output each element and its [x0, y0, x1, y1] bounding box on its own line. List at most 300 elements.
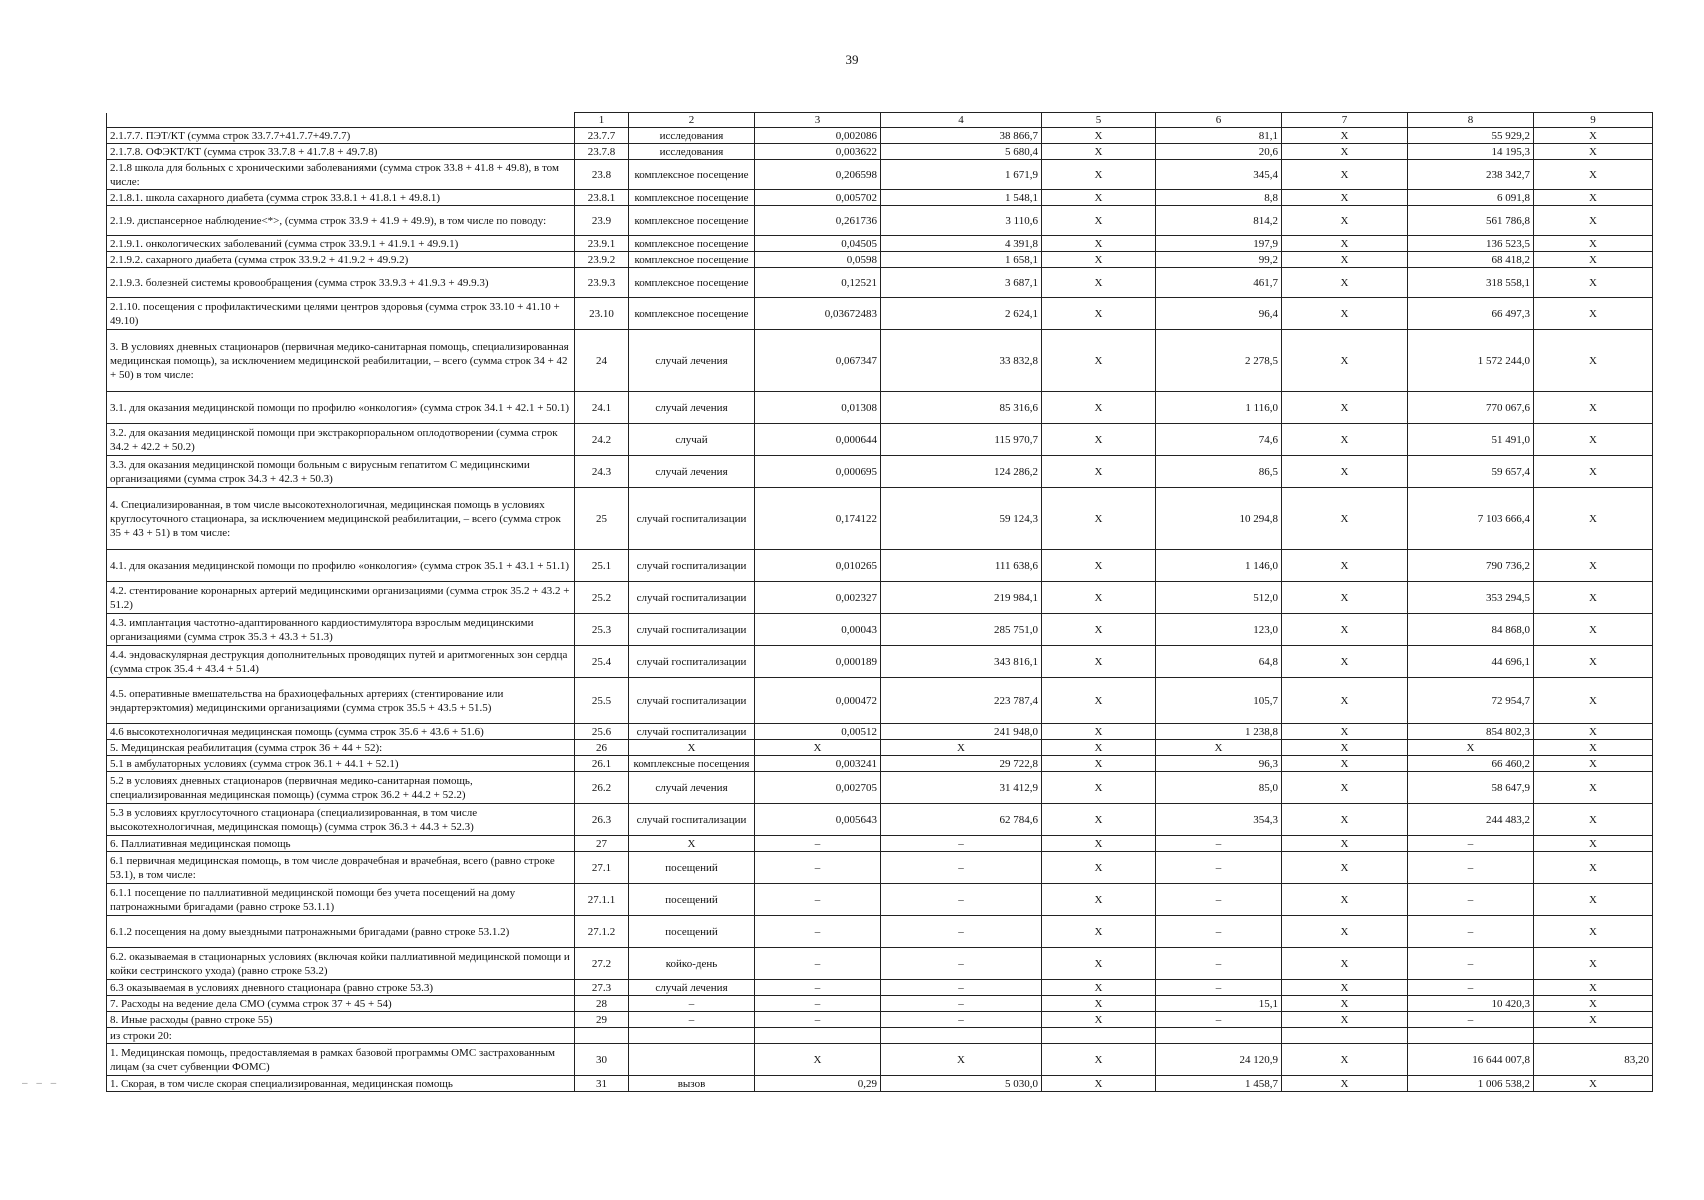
table-cell: X [1042, 996, 1156, 1012]
table-cell: X [1534, 456, 1653, 488]
table-cell: – [1156, 836, 1282, 852]
table-cell: X [1534, 392, 1653, 424]
table-cell: 2 624,1 [881, 298, 1042, 330]
table-cell: – [755, 836, 881, 852]
table-cell: 66 460,2 [1408, 756, 1534, 772]
table-cell: 241 948,0 [881, 724, 1042, 740]
table-cell: X [1282, 160, 1408, 190]
table-cell: 285 751,0 [881, 614, 1042, 646]
table-cell: X [1042, 550, 1156, 582]
table-cell: случай госпитализации [629, 804, 755, 836]
table-row [107, 488, 1653, 550]
table-cell: 0,03672483 [755, 298, 881, 330]
table-cell: – [1408, 980, 1534, 996]
table-cell: X [1282, 582, 1408, 614]
table-cell: 2.1.7.8. ОФЭКТ/КТ (сумма строк 33.7.8 + 41.7.8 + 49.7.8) [107, 144, 575, 160]
table-body [107, 113, 1653, 1092]
table-cell: X [1534, 160, 1653, 190]
table-row [107, 948, 1653, 980]
table-cell: X [1042, 916, 1156, 948]
table-row [107, 1044, 1653, 1076]
table-cell: X [881, 740, 1042, 756]
table-cell: 2.1.9.2. сахарного диабета (сумма строк 33.9.2 + 41.9.2 + 49.9.2) [107, 252, 575, 268]
table-row [107, 1076, 1653, 1092]
table-cell: 0,261736 [755, 206, 881, 236]
table-cell: X [1282, 948, 1408, 980]
table-cell: 111 638,6 [881, 550, 1042, 582]
table-cell: X [1282, 330, 1408, 392]
table-cell: X [1042, 804, 1156, 836]
table-cell: X [1282, 392, 1408, 424]
table-cell: 790 736,2 [1408, 550, 1534, 582]
table-cell: посещений [629, 852, 755, 884]
column-header: 1 [575, 113, 629, 128]
table-cell: X [1534, 756, 1653, 772]
table-cell: X [1042, 128, 1156, 144]
table-row [107, 740, 1653, 756]
table-cell: X [1534, 190, 1653, 206]
table-cell: X [1534, 916, 1653, 948]
table-row [107, 916, 1653, 948]
table-cell: X [1282, 550, 1408, 582]
table-cell: комплексное посещение [629, 268, 755, 298]
table-cell: 0,206598 [755, 160, 881, 190]
table-cell: X [1282, 724, 1408, 740]
table-row [107, 724, 1653, 740]
table-cell: 136 523,5 [1408, 236, 1534, 252]
table-row [107, 996, 1653, 1012]
table-cell: 30 [575, 1044, 629, 1076]
table-cell: 25 [575, 488, 629, 550]
table-cell: случай госпитализации [629, 614, 755, 646]
table-cell: 27.1.2 [575, 916, 629, 948]
table-cell: 105,7 [1156, 678, 1282, 724]
table-cell: 1 238,8 [1156, 724, 1282, 740]
page-number: 39 [845, 52, 859, 67]
table-cell: X [1282, 852, 1408, 884]
table-cell: комплексное посещение [629, 252, 755, 268]
table-cell: 1 458,7 [1156, 1076, 1282, 1092]
table-cell: – [881, 980, 1042, 996]
table-cell: 0,04505 [755, 236, 881, 252]
table-cell: 26 [575, 740, 629, 756]
table-cell: 5 680,4 [881, 144, 1042, 160]
table-cell: 2.1.9.3. болезней системы кровообращения (сумма строк 33.9.3 + 41.9.3 + 49.9.3) [107, 268, 575, 298]
table-cell: комплексные посещения [629, 756, 755, 772]
table-cell: X [1534, 772, 1653, 804]
table-cell: 23.10 [575, 298, 629, 330]
table-cell: X [1534, 980, 1653, 996]
table-cell: X [1042, 646, 1156, 678]
table-cell: случай [629, 424, 755, 456]
table-cell: X [1534, 724, 1653, 740]
table-cell: 219 984,1 [881, 582, 1042, 614]
table-cell: X [1282, 144, 1408, 160]
table-cell: X [1042, 980, 1156, 996]
table-cell: случай госпитализации [629, 646, 755, 678]
table-cell: 4.5. оперативные вмешательства на брахиоцефальных артериях (стентирование или эндартерэктомия) медицинскими организациями (сумма строк 35.5 + 43.5 + 51.5) [107, 678, 575, 724]
table-cell: 0,067347 [755, 330, 881, 392]
table-cell: 5. Медицинская реабилитация (сумма строк 36 + 44 + 52): [107, 740, 575, 756]
table-cell: 85,0 [1156, 772, 1282, 804]
table-cell [1408, 1028, 1534, 1044]
table-cell: комплексное посещение [629, 206, 755, 236]
table-cell: 64,8 [1156, 646, 1282, 678]
table-cell: 99,2 [1156, 252, 1282, 268]
table-cell: X [1282, 804, 1408, 836]
table-cell: X [1282, 424, 1408, 456]
table-row [107, 582, 1653, 614]
table-cell: вызов [629, 1076, 755, 1092]
table-cell: 1 006 538,2 [1408, 1076, 1534, 1092]
table-cell: 561 786,8 [1408, 206, 1534, 236]
table-cell: 5.2 в условиях дневных стационаров (первичная медико-санитарная помощь, специализированная медицинская помощь) (сумма строк 36.2 + 44.2 + 52.2) [107, 772, 575, 804]
table-cell: X [1534, 1076, 1653, 1092]
table-cell: – [1408, 884, 1534, 916]
table-cell: 8. Иные расходы (равно строке 55) [107, 1012, 575, 1028]
table-cell: 26.3 [575, 804, 629, 836]
table-row [107, 298, 1653, 330]
table-cell: исследования [629, 144, 755, 160]
table-cell: 0,002705 [755, 772, 881, 804]
table-cell: X [1042, 582, 1156, 614]
table-cell: 23.8 [575, 160, 629, 190]
table-cell: комплексное посещение [629, 298, 755, 330]
column-header: 5 [1042, 113, 1156, 128]
table-cell: – [755, 1012, 881, 1028]
table-cell: 1. Медицинская помощь, предоставляемая в рамках базовой программы ОМС застрахованным лицам (за счет субвенции ФОМС) [107, 1044, 575, 1076]
table-cell: 1 658,1 [881, 252, 1042, 268]
table-cell: 5 030,0 [881, 1076, 1042, 1092]
table-cell: – [755, 916, 881, 948]
table-cell [755, 1028, 881, 1044]
table-cell: X [1282, 1012, 1408, 1028]
table-cell: 2.1.7.7. ПЭТ/КТ (сумма строк 33.7.7+41.7.7+49.7.7) [107, 128, 575, 144]
table-cell: 25.3 [575, 614, 629, 646]
table-cell: – [1156, 948, 1282, 980]
table-cell: 238 342,7 [1408, 160, 1534, 190]
table-cell: X [1042, 884, 1156, 916]
table-cell: 854 802,3 [1408, 724, 1534, 740]
table-cell: 25.5 [575, 678, 629, 724]
table-row [107, 160, 1653, 190]
table-cell: 5.1 в амбулаторных условиях (сумма строк 36.1 + 44.1 + 52.1) [107, 756, 575, 772]
table-cell: 4.2. стентирование коронарных артерий медицинскими организациями (сумма строк 35.2 + 43.2 + 51.2) [107, 582, 575, 614]
table-cell: 124 286,2 [881, 456, 1042, 488]
table-cell: 4 391,8 [881, 236, 1042, 252]
table-cell: 2.1.9. диспансерное наблюдение<*>, (сумма строк 33.9 + 41.9 + 49.9), в том числе по поводу: [107, 206, 575, 236]
table-cell: X [629, 836, 755, 852]
table-cell: X [1282, 252, 1408, 268]
table-row [107, 804, 1653, 836]
table-cell: 62 784,6 [881, 804, 1042, 836]
table-row [107, 772, 1653, 804]
table-row [107, 236, 1653, 252]
table-cell [1156, 1028, 1282, 1044]
table-cell: – [1156, 852, 1282, 884]
table-cell: 55 929,2 [1408, 128, 1534, 144]
table-cell: 10 294,8 [1156, 488, 1282, 550]
table-cell: X [1282, 772, 1408, 804]
table-cell: 0,010265 [755, 550, 881, 582]
table-cell: 25.4 [575, 646, 629, 678]
table-cell: X [1282, 678, 1408, 724]
column-header: 9 [1534, 113, 1653, 128]
table-cell: 24.1 [575, 392, 629, 424]
table-cell: 68 418,2 [1408, 252, 1534, 268]
table-cell: 31 [575, 1076, 629, 1092]
table-cell: 16 644 007,8 [1408, 1044, 1534, 1076]
table-cell: случай госпитализации [629, 488, 755, 550]
table-cell: 23.9.2 [575, 252, 629, 268]
table-cell: X [1534, 804, 1653, 836]
table-cell: X [1042, 772, 1156, 804]
table-cell: 23.7.7 [575, 128, 629, 144]
table-cell: 8,8 [1156, 190, 1282, 206]
table-cell: 86,5 [1156, 456, 1282, 488]
table-cell: 0,002086 [755, 128, 881, 144]
table-cell: X [1534, 550, 1653, 582]
table-cell: X [1042, 488, 1156, 550]
table-cell: 1 116,0 [1156, 392, 1282, 424]
table-cell: 354,3 [1156, 804, 1282, 836]
table-cell: 0,003241 [755, 756, 881, 772]
table-cell: – [881, 1012, 1042, 1028]
table-cell: X [755, 740, 881, 756]
table-cell: 23.9 [575, 206, 629, 236]
table-cell: – [881, 852, 1042, 884]
table-cell: – [1156, 916, 1282, 948]
column-header: 6 [1156, 113, 1282, 128]
table-cell: 14 195,3 [1408, 144, 1534, 160]
table-row [107, 424, 1653, 456]
table-cell: – [755, 948, 881, 980]
table-cell: – [881, 916, 1042, 948]
table-cell: 2.1.8.1. школа сахарного диабета (сумма строк 33.8.1 + 41.8.1 + 49.8.1) [107, 190, 575, 206]
table-cell: 27.2 [575, 948, 629, 980]
table-cell: X [1534, 268, 1653, 298]
table-cell: посещений [629, 884, 755, 916]
table-cell: 3 110,6 [881, 206, 1042, 236]
column-header: 8 [1408, 113, 1534, 128]
table-cell: 2.1.9.1. онкологических заболеваний (сумма строк 33.9.1 + 41.9.1 + 49.9.1) [107, 236, 575, 252]
table-row [107, 206, 1653, 236]
data-table [106, 112, 1653, 1092]
table-cell: X [1282, 128, 1408, 144]
table-row [107, 852, 1653, 884]
table-cell: X [1042, 330, 1156, 392]
table-row [107, 456, 1653, 488]
table-cell: 33 832,8 [881, 330, 1042, 392]
table-cell: – [1156, 884, 1282, 916]
table-cell: 27.3 [575, 980, 629, 996]
table-cell: 83,20 [1534, 1044, 1653, 1076]
table-cell: 27 [575, 836, 629, 852]
table-cell: X [1534, 836, 1653, 852]
table-cell: 27.1.1 [575, 884, 629, 916]
table-cell: X [1042, 392, 1156, 424]
table-cell: X [1534, 582, 1653, 614]
table-cell: X [1042, 1076, 1156, 1092]
table-cell: 58 647,9 [1408, 772, 1534, 804]
table-cell: X [1042, 836, 1156, 852]
table-cell: X [1534, 678, 1653, 724]
table-cell: 23.9.1 [575, 236, 629, 252]
table-cell: 123,0 [1156, 614, 1282, 646]
table-row [107, 1028, 1653, 1044]
table-cell: – [755, 884, 881, 916]
table-cell: X [1534, 252, 1653, 268]
table-cell: 3.1. для оказания медицинской помощи по профилю «онкология» (сумма строк 34.1 + 42.1 + 50.1) [107, 392, 575, 424]
table-cell: 24.3 [575, 456, 629, 488]
table-cell: 244 483,2 [1408, 804, 1534, 836]
table-row [107, 884, 1653, 916]
table-cell: – [755, 852, 881, 884]
table-cell: 1 548,1 [881, 190, 1042, 206]
table-cell: 24 120,9 [1156, 1044, 1282, 1076]
table-cell: 6.1 первичная медицинская помощь, в том числе доврачебная и врачебная, всего (равно строке 53.1), в том числе: [107, 852, 575, 884]
table-cell: X [1534, 948, 1653, 980]
table-cell: X [1042, 252, 1156, 268]
table-cell: 0,12521 [755, 268, 881, 298]
table-cell: X [1282, 646, 1408, 678]
table-cell: X [1282, 456, 1408, 488]
table-cell: X [1042, 1012, 1156, 1028]
table-cell: X [1042, 160, 1156, 190]
table-cell: X [755, 1044, 881, 1076]
table-cell: X [1534, 646, 1653, 678]
table-cell: X [1534, 330, 1653, 392]
table-cell: 353 294,5 [1408, 582, 1534, 614]
table-cell: X [1534, 128, 1653, 144]
table-cell: 24.2 [575, 424, 629, 456]
table-cell: X [881, 1044, 1042, 1076]
table-cell: X [1282, 1076, 1408, 1092]
table-cell: X [1282, 836, 1408, 852]
table-cell: 3.3. для оказания медицинской помощи больным с вирусным гепатитом С медицинскими организациями (сумма строк 34.3 + 42.3 + 50.3) [107, 456, 575, 488]
table-cell: 0,000644 [755, 424, 881, 456]
table-cell: случай госпитализации [629, 582, 755, 614]
table-cell: 0,00512 [755, 724, 881, 740]
table-cell: X [1282, 206, 1408, 236]
table-cell: X [1534, 206, 1653, 236]
table-cell: X [1042, 144, 1156, 160]
table-cell: 23.9.3 [575, 268, 629, 298]
table-cell: 1 146,0 [1156, 550, 1282, 582]
table-cell: 3 687,1 [881, 268, 1042, 298]
table-cell: 51 491,0 [1408, 424, 1534, 456]
table-row [107, 128, 1653, 144]
table-cell: 28 [575, 996, 629, 1012]
table-cell: 6 091,8 [1408, 190, 1534, 206]
table-cell: X [1282, 916, 1408, 948]
table-cell: 6.1.2 посещения на дому выездными патронажными бригадами (равно строке 53.1.2) [107, 916, 575, 948]
table-cell: 27.1 [575, 852, 629, 884]
table-cell: посещений [629, 916, 755, 948]
table-cell: 512,0 [1156, 582, 1282, 614]
table-cell: 0,01308 [755, 392, 881, 424]
table-cell [629, 1044, 755, 1076]
table-cell: – [1408, 852, 1534, 884]
table-cell: X [1282, 756, 1408, 772]
table-cell: X [1156, 740, 1282, 756]
table-cell: 0,000695 [755, 456, 881, 488]
table-cell: – [1408, 948, 1534, 980]
table-cell: 6.3 оказываемая в условиях дневного стационара (равно строке 53.3) [107, 980, 575, 996]
table-cell: 0,002327 [755, 582, 881, 614]
table-cell: комплексное посещение [629, 190, 755, 206]
table-cell: 0,0598 [755, 252, 881, 268]
table-cell: – [1408, 836, 1534, 852]
table-cell: X [1042, 424, 1156, 456]
table-cell: X [1534, 614, 1653, 646]
table-cell: 0,00043 [755, 614, 881, 646]
table-cell: 96,3 [1156, 756, 1282, 772]
table-cell: 1 572 244,0 [1408, 330, 1534, 392]
table-cell: 6.1.1 посещение по паллиативной медицинской помощи без учета посещений на дому патронажными бригадами (равно строке 53.1.1) [107, 884, 575, 916]
table-cell: – [755, 996, 881, 1012]
table-row [107, 1012, 1653, 1028]
scan-mark: – – – [22, 1078, 60, 1089]
table-cell: X [1534, 996, 1653, 1012]
table-cell: 25.1 [575, 550, 629, 582]
table-cell: X [1534, 144, 1653, 160]
table-cell: X [1282, 298, 1408, 330]
table-cell: комплексное посещение [629, 160, 755, 190]
table-cell: X [1534, 424, 1653, 456]
table-cell: 4.3. имплантация частотно-адаптированного кардиостимулятора взрослым медицинскими организациями (сумма строк 35.3 + 43.3 + 51.3) [107, 614, 575, 646]
table-cell: 2 278,5 [1156, 330, 1282, 392]
column-header: 7 [1282, 113, 1408, 128]
table-cell: X [1042, 268, 1156, 298]
table-cell: 3. В условиях дневных стационаров (первичная медико-санитарная помощь, специализированная медицинская помощь), за исключением медицинской реабилитации, – всего (сумма строк 34 + 42 + 50) в том числе: [107, 330, 575, 392]
table-cell: 23.8.1 [575, 190, 629, 206]
table-cell: 0,003622 [755, 144, 881, 160]
table-cell: 461,7 [1156, 268, 1282, 298]
table-cell: 59 124,3 [881, 488, 1042, 550]
table-cell: – [1156, 1012, 1282, 1028]
table-cell: X [1282, 190, 1408, 206]
table-cell: 25.2 [575, 582, 629, 614]
table-cell: 0,005702 [755, 190, 881, 206]
table-cell: 7. Расходы на ведение дела СМО (сумма строк 37 + 45 + 54) [107, 996, 575, 1012]
table-cell: 74,6 [1156, 424, 1282, 456]
table-cell [1042, 1028, 1156, 1044]
table-cell: случай лечения [629, 392, 755, 424]
table-cell: X [1282, 740, 1408, 756]
header-row [107, 113, 1653, 128]
table-cell: – [881, 884, 1042, 916]
table-cell: случай лечения [629, 772, 755, 804]
table-cell: 84 868,0 [1408, 614, 1534, 646]
table-cell: 7 103 666,4 [1408, 488, 1534, 550]
table-cell: – [881, 836, 1042, 852]
table-cell: 96,4 [1156, 298, 1282, 330]
table-cell: X [1282, 488, 1408, 550]
table-row [107, 144, 1653, 160]
table-row [107, 252, 1653, 268]
table-cell: X [1534, 852, 1653, 884]
table-cell: X [1042, 236, 1156, 252]
table-cell: 0,29 [755, 1076, 881, 1092]
table-cell [575, 1028, 629, 1044]
table-cell: 0,174122 [755, 488, 881, 550]
table-cell: X [1282, 884, 1408, 916]
table-row [107, 678, 1653, 724]
table-cell: 10 420,3 [1408, 996, 1534, 1012]
table-cell: 2.1.10. посещения с профилактическими целями центров здоровья (сумма строк 33.10 + 41.10 + 49.10) [107, 298, 575, 330]
table-cell: X [1042, 852, 1156, 884]
